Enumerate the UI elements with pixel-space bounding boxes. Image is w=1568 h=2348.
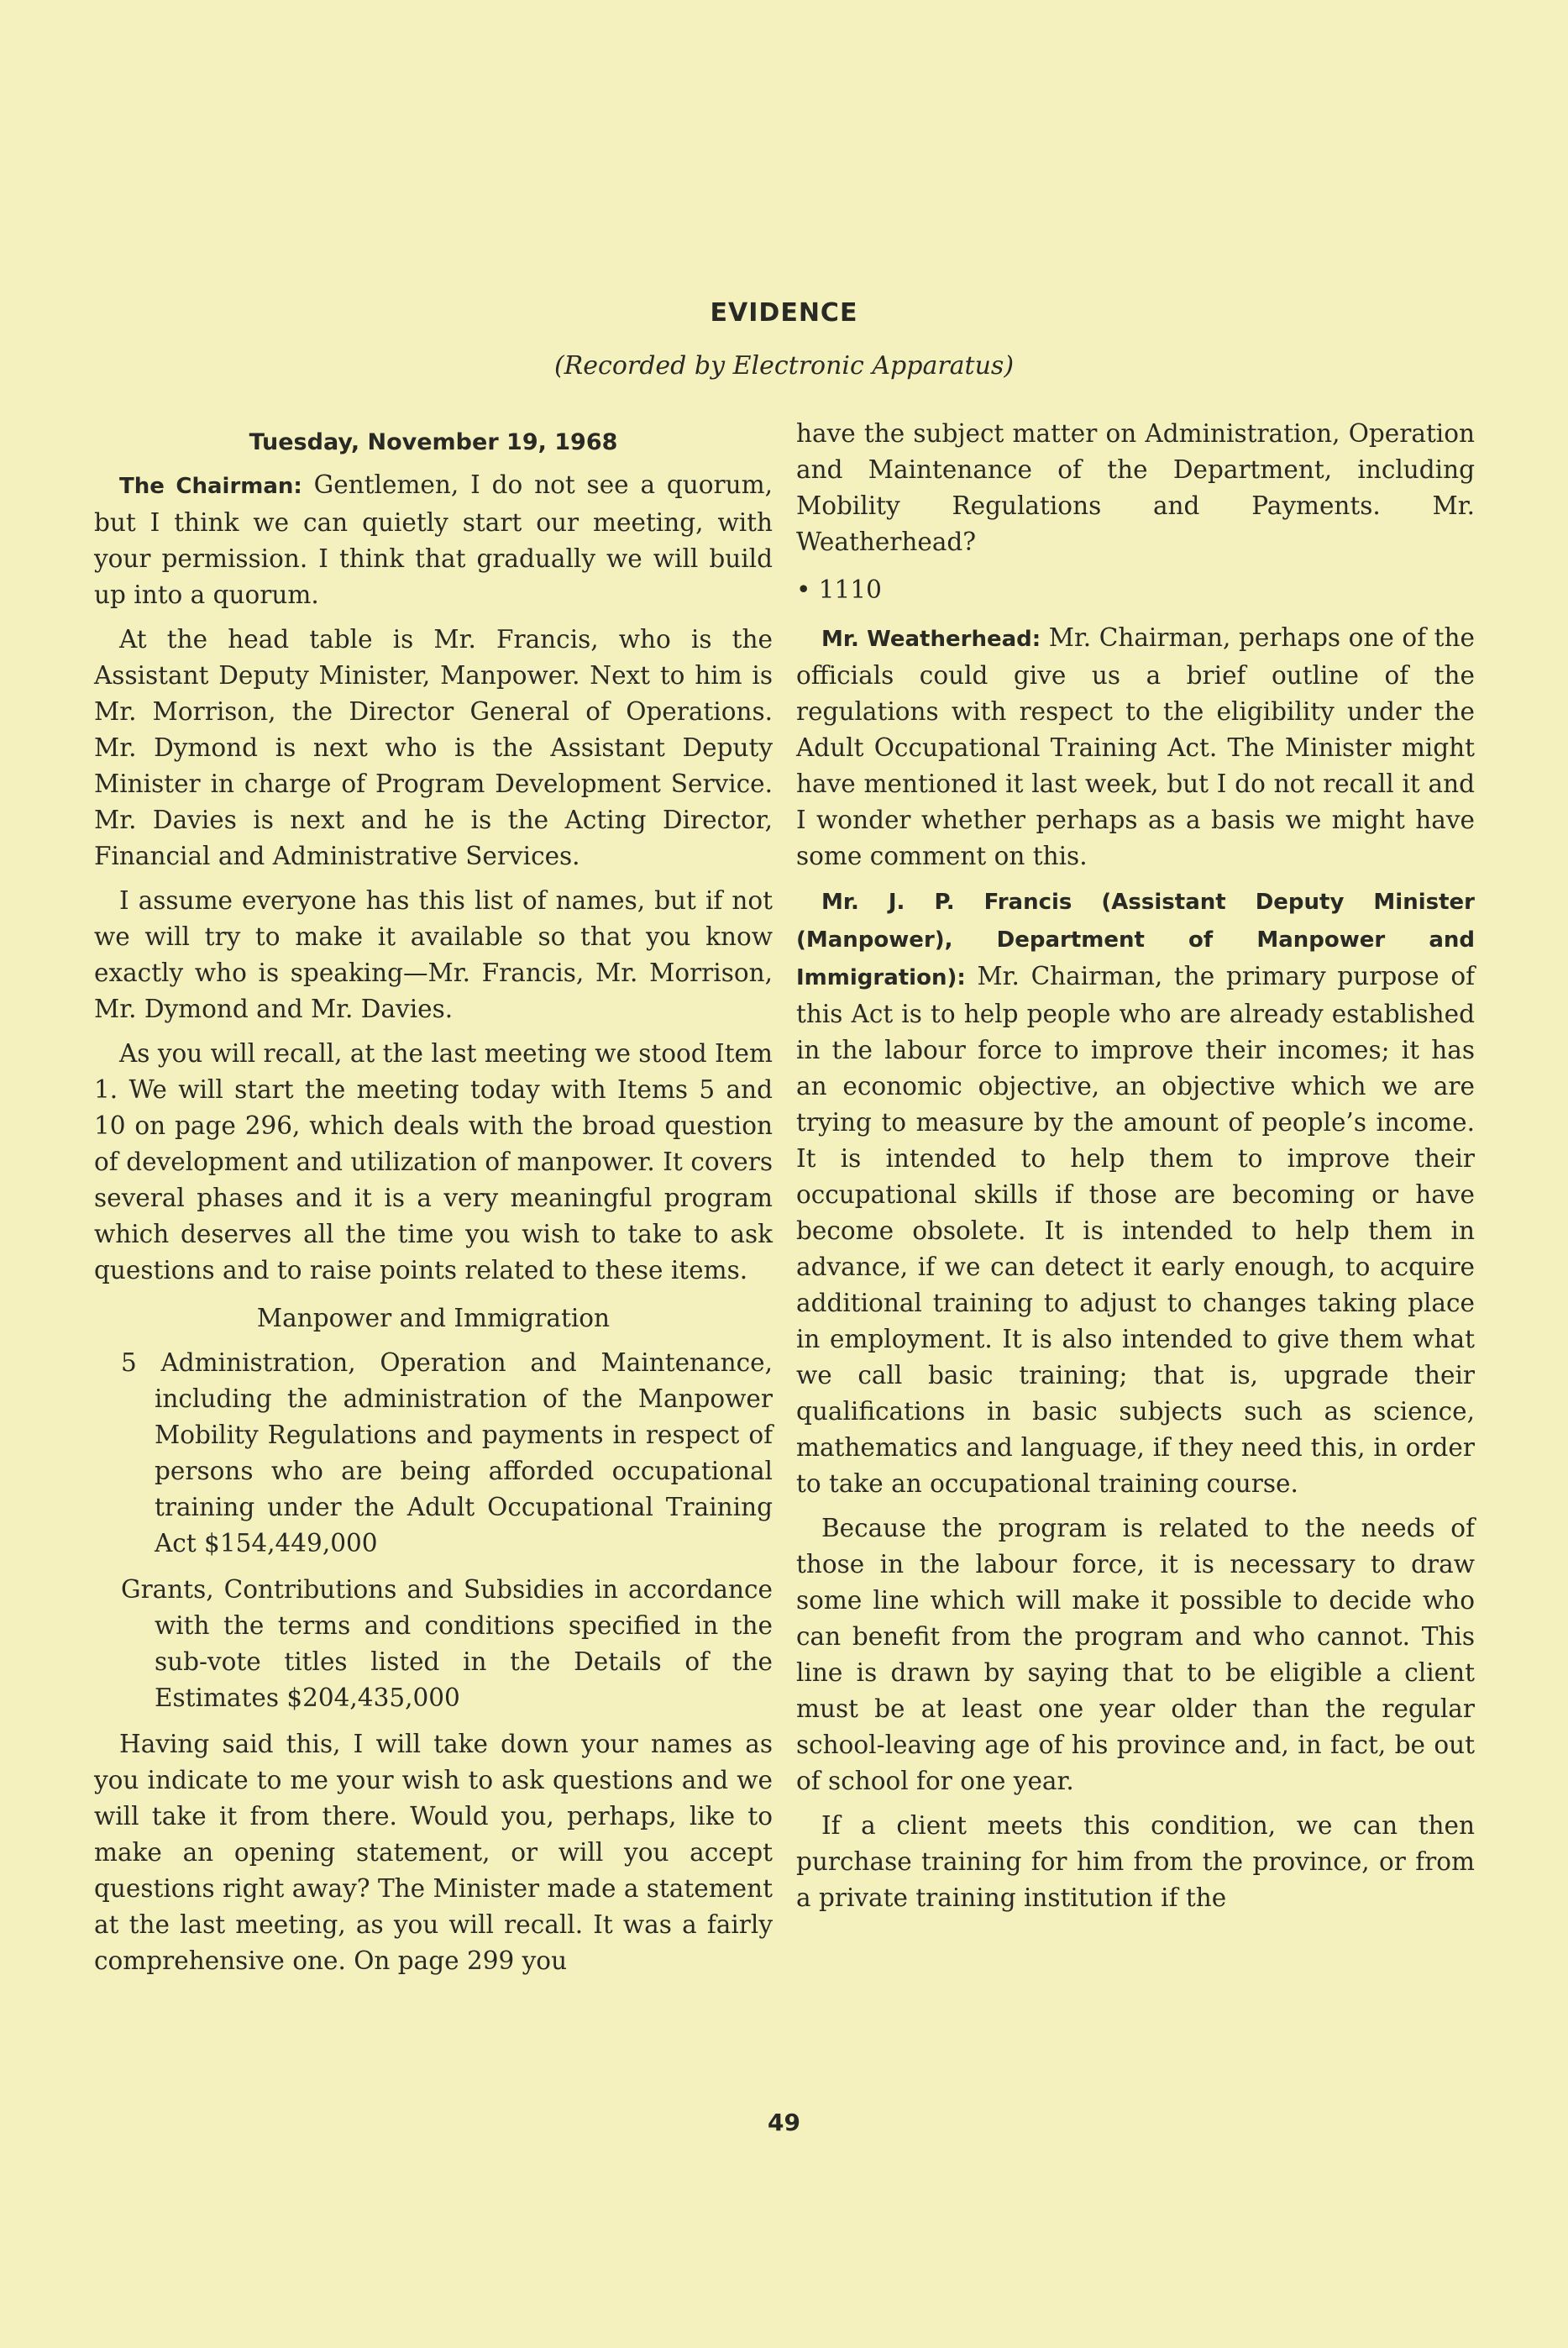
purchase-training-paragraph: If a client meets this condition, we can then purchase training for him from the province, or from a private training institution if the (796, 1811, 1475, 1912)
page-number: 49 (768, 2109, 800, 2136)
items-paragraph: As you will recall, at the last meeting we stood Item 1. We will start the meeting today with Items 5 and 10 on page 296, which deals with the broad question of development and utilization of manpower. It covers several phases and it is a very meaningful program which deserves all the time you wish to take to ask questions and to raise points related to these items. (94, 1039, 773, 1284)
estimate-item-5: 5 Administration, Operation and Maintenance, including the administration of the Manpower Mobility Regulations and payments in respect of persons who are being afforded occupational training under the Adult Occupational Training Act $154,449,000 (121, 1348, 773, 1557)
time-marker: • 1110 (796, 575, 882, 604)
questions-paragraph: Having said this, I will take down your names as you indicate to me your wish to ask questions and we will take it from there. Would you, perhaps, like to make an opening statement, or will you accept questions right away? The Minister made a statement at the last meeting, as you will recall. It was a fairly comprehensive one. On page 299 you (94, 1730, 773, 1975)
recording-note: (Recorded by Electronic Apparatus) (553, 351, 1015, 381)
section-heading: Manpower and Immigration (256, 1304, 611, 1332)
left-column (94, 424, 773, 1988)
speaker-francis: Mr. J. P. Francis (Assistant Deputy Minister (Manpower), Department of Manpower and Immigration): (796, 890, 1475, 990)
francis-text: Mr. Chairman, the primary purpose of this Act is to help people who are already established in the labour force to improve their incomes; it has an economic objective, an objective which we are trying to measure by the amount of people’s income. It is intended to help them to improve their occupational skills if those are becoming or have become obsolete. It is intended to help them in advance, if we can detect it early enough, to acquire additional training to adjust to changes taking place in employment. It is also intended to give them what we call basic training; that is, upgrade their qualifications in basic subjects such as science, mathematics and language, if they need this, in order to take an occupational training course. (796, 962, 1475, 1498)
chairman-opening-paragraph (94, 467, 773, 613)
session-date: Tuesday, November 19, 1968 (249, 429, 618, 455)
right-column (796, 416, 1475, 1925)
chairman-opening-text: Gentlemen, I do not see a quorum, but I think we can quietly start our meeting, with your permission. I think that gradually we will build up into a quorum. (94, 470, 773, 609)
head-table-paragraph: At the head table is Mr. Francis, who is the Assistant Deputy Minister, Manpower. Next to him is Mr. Morrison, the Director General of Operations. Mr. Dymond is next who is the Assistant Deputy Minister in charge of Program Development Service. Mr. Davies is next and he is the Acting Director, Financial and Administrative Services. (94, 625, 773, 870)
speaker-chairman: The Chairman: (119, 474, 302, 499)
speaker-weatherhead: Mr. Weatherhead: (821, 627, 1041, 652)
eligibility-paragraph: Because the program is related to the needs of those in the labour force, it is necessary to draw some line which will make it possible to decide who can benefit from the program and who cannot. This line is drawn by saying that to be eligible a client must be at least one year older than the regular school-leaving age of his province and, in fact, be out of school for one year. (796, 1514, 1475, 1795)
names-list-paragraph: I assume everyone has this list of names, but if not we will try to make it available so that you know exactly who is speaking—Mr. Francis, Mr. Morrison, Mr. Dymond and Mr. Davies. (94, 886, 773, 1023)
estimate-item-grants: Grants, Contributions and Subsidies in accordance with the terms and conditions specified in the sub-vote titles listed in the Details of the Estimates $204,435,000 (121, 1575, 773, 1712)
francis-paragraph (796, 883, 1475, 1502)
weatherhead-text: Mr. Chairman, perhaps one of the officials could give us a brief outline of the regulations with respect to the eligibility under the Adult Occupational Training Act. The Minister might have mentioned it last week, but I do not recall it and I wonder whether perhaps as a basis we might have some comment on this. (796, 623, 1475, 870)
weatherhead-paragraph (796, 620, 1475, 875)
evidence-title: EVIDENCE (710, 298, 858, 328)
continuation-paragraph: have the subject matter on Administration, Operation and Maintenance of the Department, including Mobility Regulations and Payments. Mr. Weatherhead? (796, 419, 1475, 556)
